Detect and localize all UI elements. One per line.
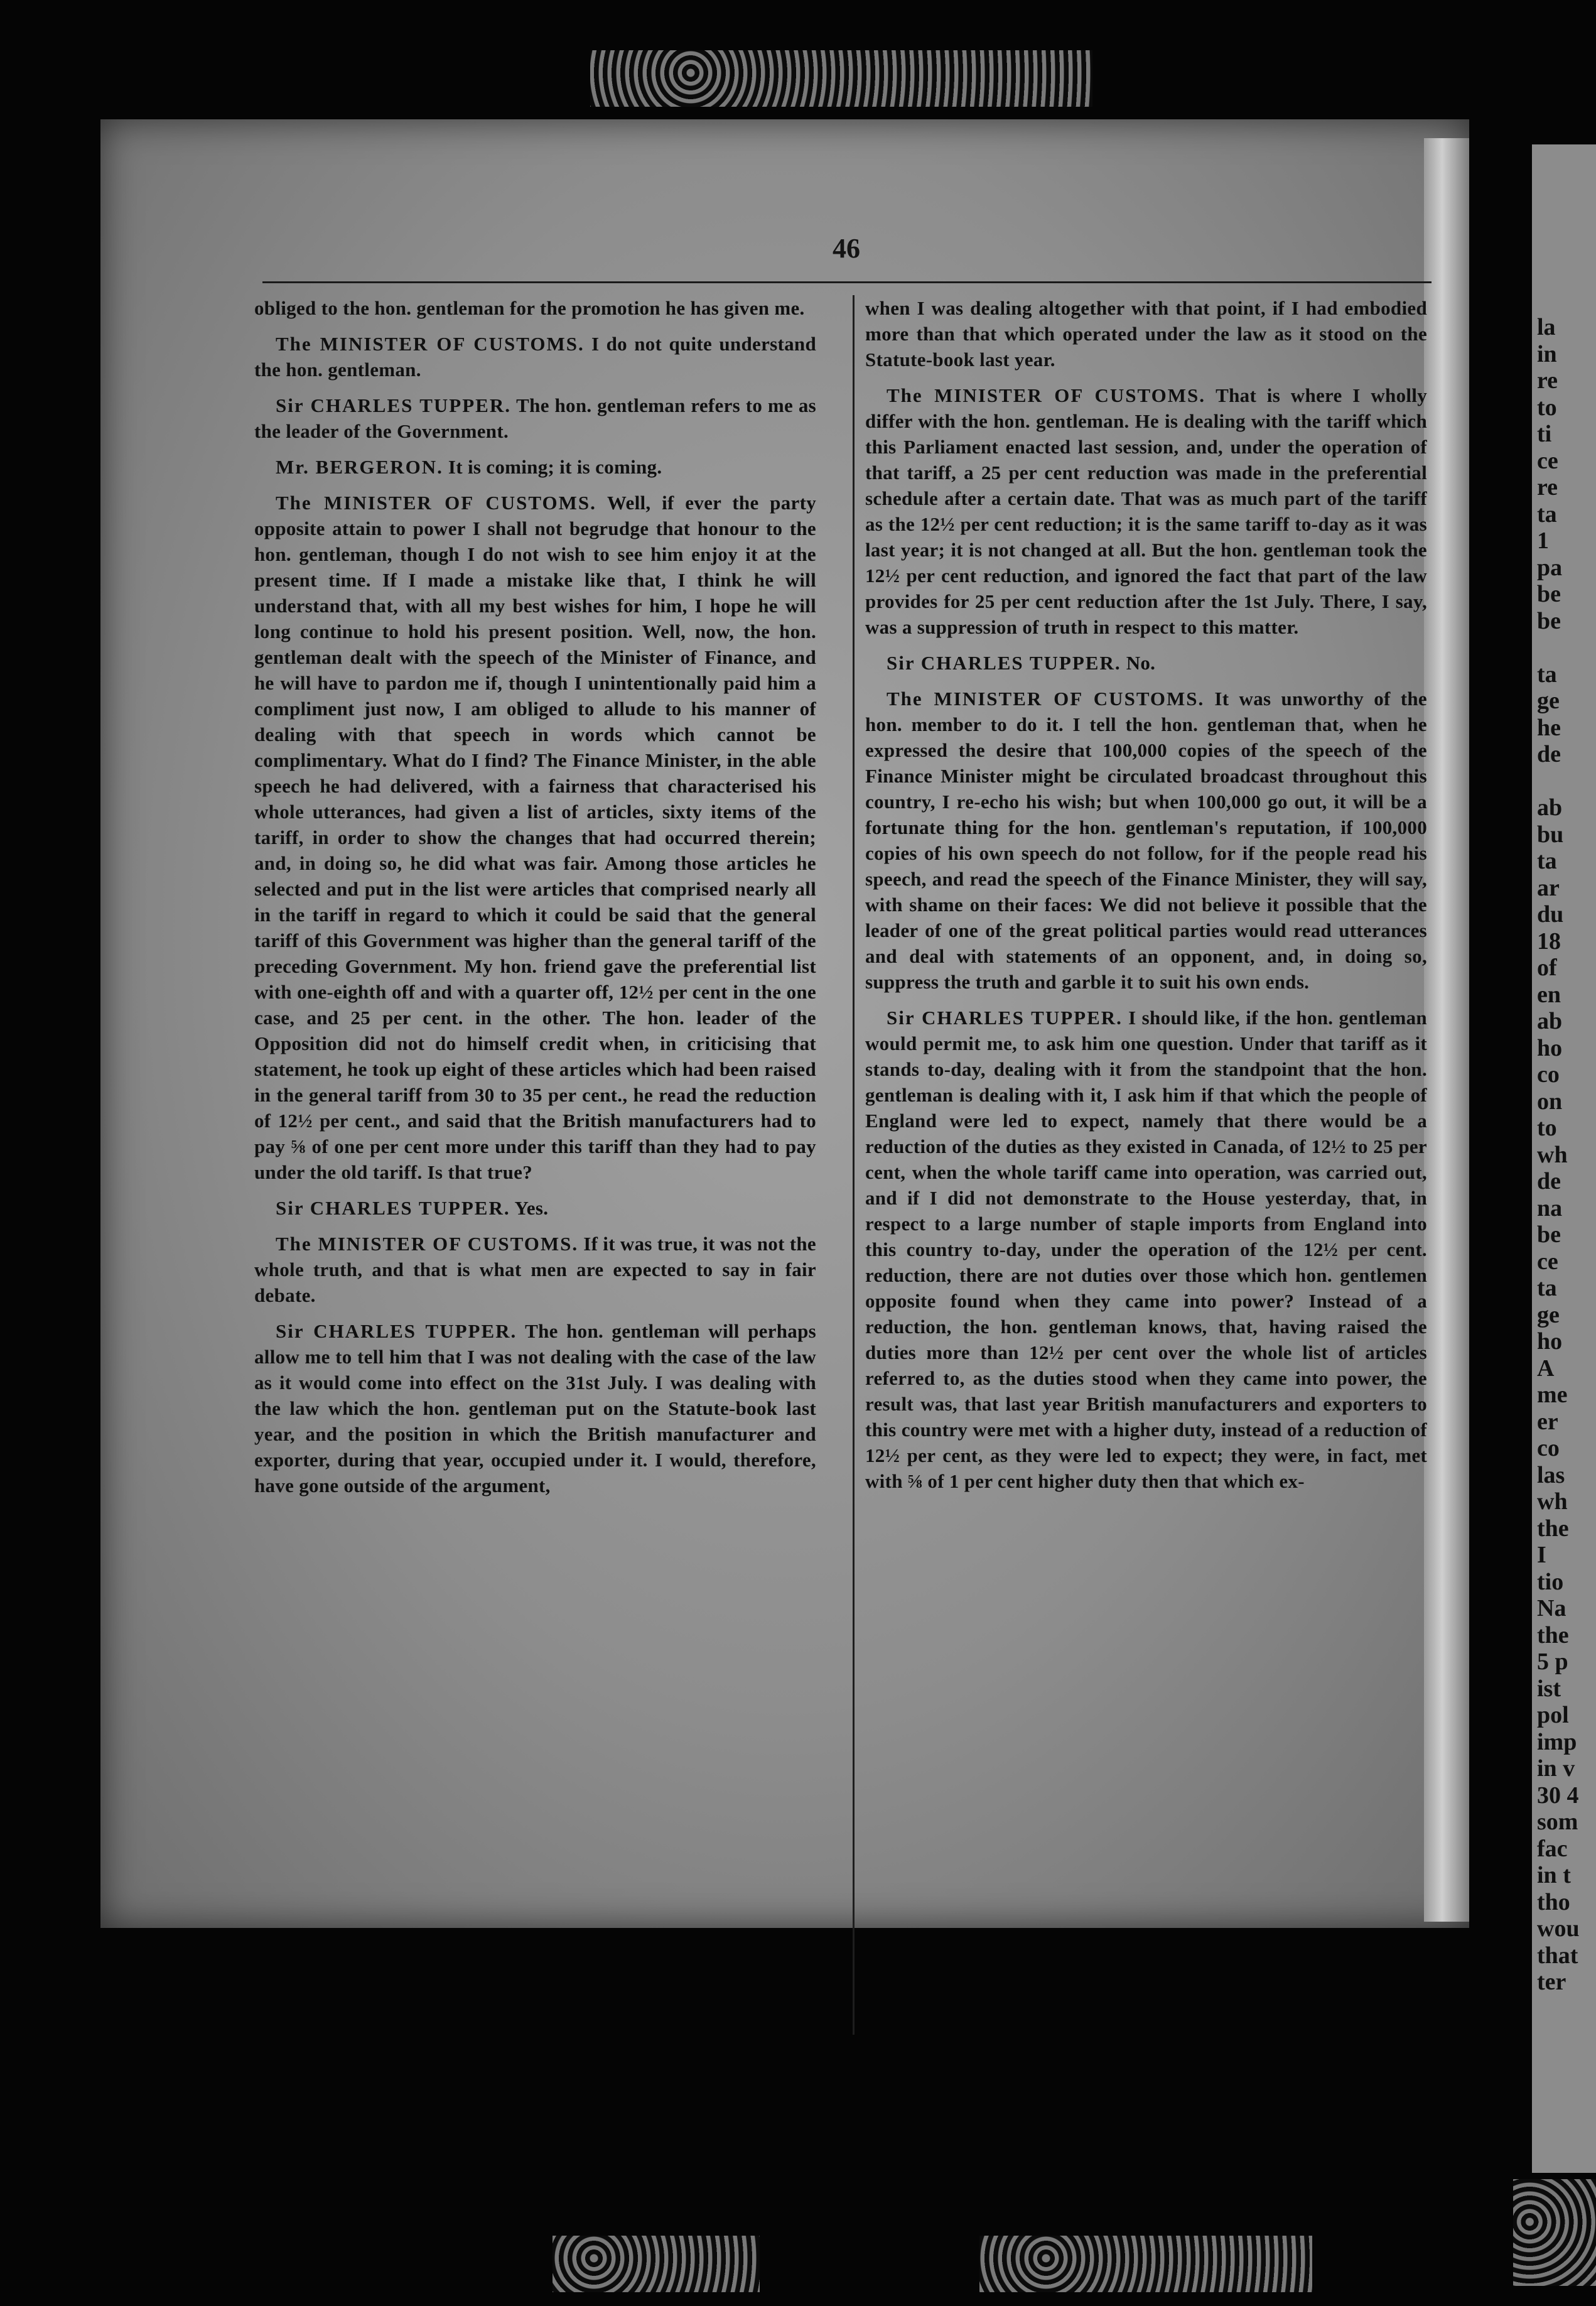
speaker-name: Sir CHARLES TUPPER. — [276, 394, 511, 416]
speech-paragraph — [865, 295, 1427, 372]
column-divider — [853, 295, 855, 2035]
speech-text: when I was dealing altogether with that point, if I had embodied more than that which operated under the law as it stood on the Statute-book last year. — [865, 297, 1427, 371]
speaker-name: The MINISTER OF CUSTOMS. — [276, 492, 596, 514]
speech-paragraph — [254, 1195, 816, 1221]
speech-paragraph — [865, 382, 1427, 640]
speaker-name: The MINISTER OF CUSTOMS. — [887, 384, 1206, 406]
speaker-name: The MINISTER OF CUSTOMS. — [887, 688, 1205, 710]
speaker-name: The MINISTER OF CUSTOMS. — [276, 1233, 579, 1255]
speech-text: I do not quite understand the hon. gentleman. — [254, 333, 816, 381]
speech-paragraph — [865, 1005, 1427, 1494]
page-edge — [1424, 138, 1469, 1922]
speech-paragraph — [254, 1231, 816, 1308]
speech-paragraph — [865, 650, 1427, 676]
speech-paragraph — [254, 295, 816, 321]
decorative-border-corner — [1513, 2179, 1596, 2286]
right-column — [865, 295, 1427, 1504]
speaker-name: Sir CHARLES TUPPER. — [887, 1007, 1123, 1029]
speech-text: It was unworthy of the hon. member to do it. I tell the hon. gentleman that, when he expressed the desire that 100,000 copies of the speech of the Finance Minister might be circulated broadcast throughout this country, I re-echo his wish; but when 100,000 go out, it will be a fortunate thing for the hon. gentleman's reputation, if 100,000 copies of his own speech do not follow, for if the people read his speech, and read the speech of the Finance Minister, they will say, with shame on their faces: We did not believe it possible that the leader of one of the great political parties would read utterances and deal with statements of an opponent, and, in doing so, suppress the truth and garble it to suit his own ends. — [865, 688, 1427, 993]
speaker-name: Sir CHARLES TUPPER. — [276, 1197, 510, 1219]
speech-paragraph — [254, 1318, 816, 1498]
speaker-name: Sir CHARLES TUPPER. — [887, 652, 1121, 674]
adjacent-page-fragment — [1532, 144, 1596, 2173]
decorative-border-bottom-right — [979, 2236, 1312, 2292]
speech-paragraph — [254, 490, 816, 1185]
speech-text: It is coming; it is coming. — [448, 456, 662, 478]
speaker-name: Mr. BERGERON. — [276, 456, 443, 478]
speech-text: Well, if ever the party opposite attain to power I shall not begrudge that honour to the hon. gentleman, though I do not wish to see him enjoy it at the present time. If I made a mistake like that, I think he will understand that, with all my best wishes for him, I hope he will long continue to hold his present position. Well, now, the hon. gentleman dealt with the speech of the Minister of Finance, and he will have to pardon me if, though I unintentionally paid him a compliment just now, I am obliged to allude to his manner of dealing with that speech in words which cannot be complimentary. What do I find? The Finance Minister, in the able speech he had delivered, with a fairness that characterised his whole utterances, had given a list of articles, sixty items of the tariff, in order to show the changes that had occurred therein; and, in doing so, he did what was fair. Among those articles he selected and put in the list were articles that comprised nearly all in the tariff in regard to which it could be said that the general tariff of this Government was higher than the general tariff of the preceding Government. My hon. friend gave the preferential list with one-eighth off and with a quarter off, 12½ per cent in the one case, and 25 per cent. in the other. The hon. leader of the Opposition did not do himself credit when, in criticising that statement, he took up eight of these articles which had been raised in the general tariff from 30 to 35 per cent., he read the reduction of 12½ per cent., and said that the British manufacturers had to pay ⅝ of one per cent more under this tariff than they had to pay under the old tariff. Is that true? — [254, 492, 816, 1183]
speaker-name: The MINISTER OF CUSTOMS. — [276, 333, 585, 355]
speech-paragraph — [865, 686, 1427, 995]
speech-text: No. — [1126, 652, 1156, 674]
speech-text: Yes. — [514, 1197, 549, 1219]
decorative-border-top — [590, 50, 1092, 107]
speech-paragraph — [254, 454, 816, 480]
decorative-border-bottom-left — [553, 2236, 760, 2292]
speech-text: The hon. gentleman refers to me as the leader of the Government. — [254, 394, 816, 442]
speech-paragraph — [254, 392, 816, 444]
page-number: 46 — [833, 233, 860, 264]
speech-text: That is where I wholly differ with the hon. gentleman. He is dealing with the tariff which this Parliament enacted last session, and, under the operation of that tariff, a 25 per cent reduction was made in the preferential schedule after a certain date. That was as much part of the tariff as the 12½ per cent reduction; it is the same tariff to-day as it was last year; it is not changed at all. But the hon. gentleman took the 12½ per cent reduction, and ignored the fact that part of the law provides for 25 per cent reduction after the 1st July. There, I say, was a suppression of truth in respect to this matter. — [865, 384, 1428, 638]
speaker-name: Sir CHARLES TUPPER. — [276, 1320, 517, 1342]
speech-text: If it was true, it was not the whole truth, and that is what men are expected to say in fair debate. — [254, 1233, 816, 1306]
header-rule — [262, 281, 1432, 283]
speech-text: I should like, if the hon. gentleman would permit me, to ask him one question. Under that tariff as it stands to-day, dealing with it from the standpoint that the hon. gentleman is dealing with it, I ask him if that which the people of England were led to expect, namely that there would be a reduction of the duties as they existed in Canada, of 12½ to 25 per cent, when the whole tariff came into operation, was carried out, and if I did not demonstrate to the House yesterday, that, in respect to a large number of staple imports from England into this country to-day, under the operation of the 12½ per cent. reduction, there are not duties over those which hon. gentlemen opposite found when they came into power? Instead of a reduction, the hon. gentleman knows, that, having raised the duties more than 12½ per cent over the whole list of articles referred to, as the duties stood when they came into power, the result was, that last year British manufacturers and exporters to this country were met with a higher duty, instead of a reduction of 12½ per cent, as they were led to expect; they were, in fact, met with ⅝ of 1 per cent higher duty then that which ex- — [865, 1007, 1427, 1492]
speech-paragraph — [254, 331, 816, 382]
left-column — [254, 295, 816, 1508]
adjacent-page-text: la in re to ti ce re ta 1 pa be be ta ge he de ab bu ta ar du 18 of en ab ho co on to wh de na be ce ta ge ho A me er co las wh the I tio Na the 5 p ist pol imp in v 30 4 som fac in t tho wou that ter — [1537, 314, 1580, 1995]
speech-text: obliged to the hon. gentleman for the promotion he has given me. — [254, 297, 805, 319]
speech-text: The hon. gentleman will perhaps allow me to tell him that I was not dealing with the case of the law as it would come into effect on the 31st July. I was dealing with the law which the hon. gentleman put on the Statute-book last year, and the position in which the British manufacturer and exporter, during that year, occupied under it. I would, therefore, have gone outside of the argument, — [254, 1320, 816, 1497]
